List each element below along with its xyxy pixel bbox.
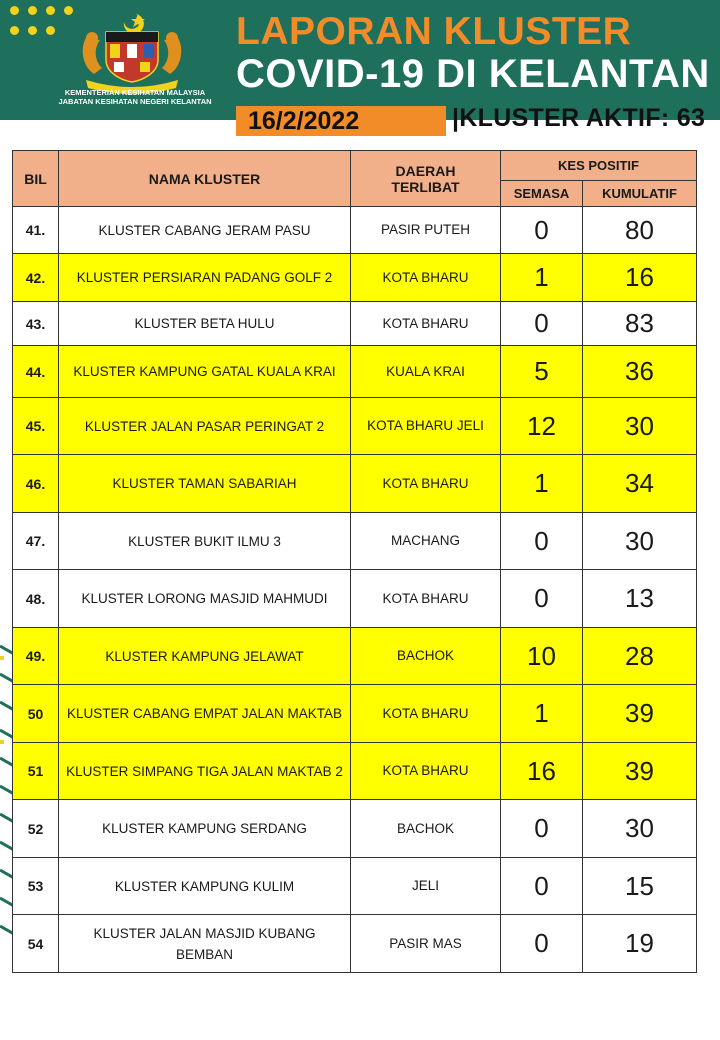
active-cases: 16 (501, 743, 583, 800)
malaysia-crest-icon (72, 8, 192, 94)
active-cases: 1 (501, 455, 583, 513)
district: PASIR PUTEH (351, 207, 501, 254)
active-cases: 0 (501, 858, 583, 915)
cumulative-cases: 36 (583, 346, 697, 398)
header-daerah-line2: TERLIBAT (391, 178, 460, 195)
cumulative-cases: 80 (583, 207, 697, 254)
district: BACHOK (351, 800, 501, 858)
cluster-name: KLUSTER TAMAN SABARIAH (59, 455, 351, 513)
active-cases: 10 (501, 628, 583, 685)
table-row (13, 685, 697, 743)
active-cluster-count: |KLUSTER AKTIF: 63 (452, 104, 706, 132)
header-kumulatif: KUMULATIF (583, 181, 697, 207)
row-number: 45. (13, 398, 59, 455)
cumulative-cases: 39 (583, 743, 697, 800)
district: BACHOK (351, 628, 501, 685)
agency-name (30, 88, 240, 106)
cluster-name: KLUSTER CABANG JERAM PASU (59, 207, 351, 254)
row-number: 53 (13, 858, 59, 915)
active-cases: 0 (501, 207, 583, 254)
row-number: 52 (13, 800, 59, 858)
cumulative-cases: 83 (583, 302, 697, 346)
table-row (13, 858, 697, 915)
row-number: 42. (13, 254, 59, 302)
cluster-name: KLUSTER BUKIT ILMU 3 (59, 513, 351, 570)
report-date: 16/2/2022 (248, 107, 360, 135)
cumulative-cases: 28 (583, 628, 697, 685)
table-row (13, 302, 697, 346)
header-daerah-terlibat (351, 151, 501, 207)
cluster-name: KLUSTER KAMPUNG SERDANG (59, 800, 351, 858)
active-cases: 0 (501, 915, 583, 973)
table-row (13, 254, 697, 302)
table-row (13, 570, 697, 628)
cluster-name: KLUSTER BETA HULU (59, 302, 351, 346)
row-number: 49. (13, 628, 59, 685)
district: KOTA BHARU (351, 570, 501, 628)
row-number: 48. (13, 570, 59, 628)
table-row (13, 513, 697, 570)
district: KOTA BHARU (351, 455, 501, 513)
active-cases: 0 (501, 800, 583, 858)
cluster-name: KLUSTER LORONG MASJID MAHMUDI (59, 570, 351, 628)
row-number: 43. (13, 302, 59, 346)
row-number: 54 (13, 915, 59, 973)
district: KOTA BHARU (351, 254, 501, 302)
district: JELI (351, 858, 501, 915)
active-cases: 1 (501, 685, 583, 743)
cumulative-cases: 39 (583, 685, 697, 743)
cumulative-cases: 15 (583, 858, 697, 915)
table-row (13, 207, 697, 254)
cumulative-cases: 19 (583, 915, 697, 973)
cluster-table (12, 150, 697, 973)
active-cases: 5 (501, 346, 583, 398)
cluster-name: KLUSTER KAMPUNG KULIM (59, 858, 351, 915)
cluster-name: KLUSTER PERSIARAN PADANG GOLF 2 (59, 254, 351, 302)
table-row (13, 346, 697, 398)
district: KOTA BHARU (351, 685, 501, 743)
cumulative-cases: 30 (583, 398, 697, 455)
active-cases: 0 (501, 302, 583, 346)
row-number: 47. (13, 513, 59, 570)
row-number: 41. (13, 207, 59, 254)
active-cases: 0 (501, 513, 583, 570)
table-row (13, 398, 697, 455)
row-number: 50 (13, 685, 59, 743)
cluster-name: KLUSTER CABANG EMPAT JALAN MAKTAB (59, 685, 351, 743)
table-row (13, 455, 697, 513)
cumulative-cases: 30 (583, 800, 697, 858)
cumulative-cases: 16 (583, 254, 697, 302)
header-semasa: SEMASA (501, 181, 583, 207)
row-number: 51 (13, 743, 59, 800)
table-row (13, 915, 697, 973)
cluster-name: KLUSTER SIMPANG TIGA JALAN MAKTAB 2 (59, 743, 351, 800)
active-cases: 12 (501, 398, 583, 455)
report-title-line1: LAPORAN KLUSTER (236, 10, 632, 53)
district: KOTA BHARU (351, 743, 501, 800)
agency-line2: JABATAN KESIHATAN NEGERI KELANTAN (58, 97, 212, 106)
district: PASIR MAS (351, 915, 501, 973)
active-cases: 1 (501, 254, 583, 302)
header-bil: BIL (13, 151, 59, 207)
district: KOTA BHARU JELI (351, 398, 501, 455)
report-title-line2: COVID-19 DI KELANTAN (236, 52, 710, 96)
active-cases: 0 (501, 570, 583, 628)
row-number: 46. (13, 455, 59, 513)
agency-line1: KEMENTERIAN KESIHATAN MALAYSIA (64, 88, 206, 97)
cluster-name: KLUSTER JALAN MASJID KUBANG BEMBAN (59, 915, 351, 973)
cluster-name: KLUSTER JALAN PASAR PERINGAT 2 (59, 398, 351, 455)
district: MACHANG (351, 513, 501, 570)
header-nama-kluster: NAMA KLUSTER (59, 151, 351, 207)
table-row (13, 628, 697, 685)
decorative-dots (6, 4, 76, 40)
row-number: 44. (13, 346, 59, 398)
header-daerah-line1: DAERAH (395, 162, 456, 179)
table-row (13, 743, 697, 800)
cluster-name: KLUSTER KAMPUNG GATAL KUALA KRAI (59, 346, 351, 398)
cumulative-cases: 13 (583, 570, 697, 628)
table-row (13, 800, 697, 858)
header-kes-positif: KES POSITIF (501, 151, 697, 181)
cumulative-cases: 30 (583, 513, 697, 570)
cluster-name: KLUSTER KAMPUNG JELAWAT (59, 628, 351, 685)
district: KOTA BHARU (351, 302, 501, 346)
district: KUALA KRAI (351, 346, 501, 398)
cumulative-cases: 34 (583, 455, 697, 513)
